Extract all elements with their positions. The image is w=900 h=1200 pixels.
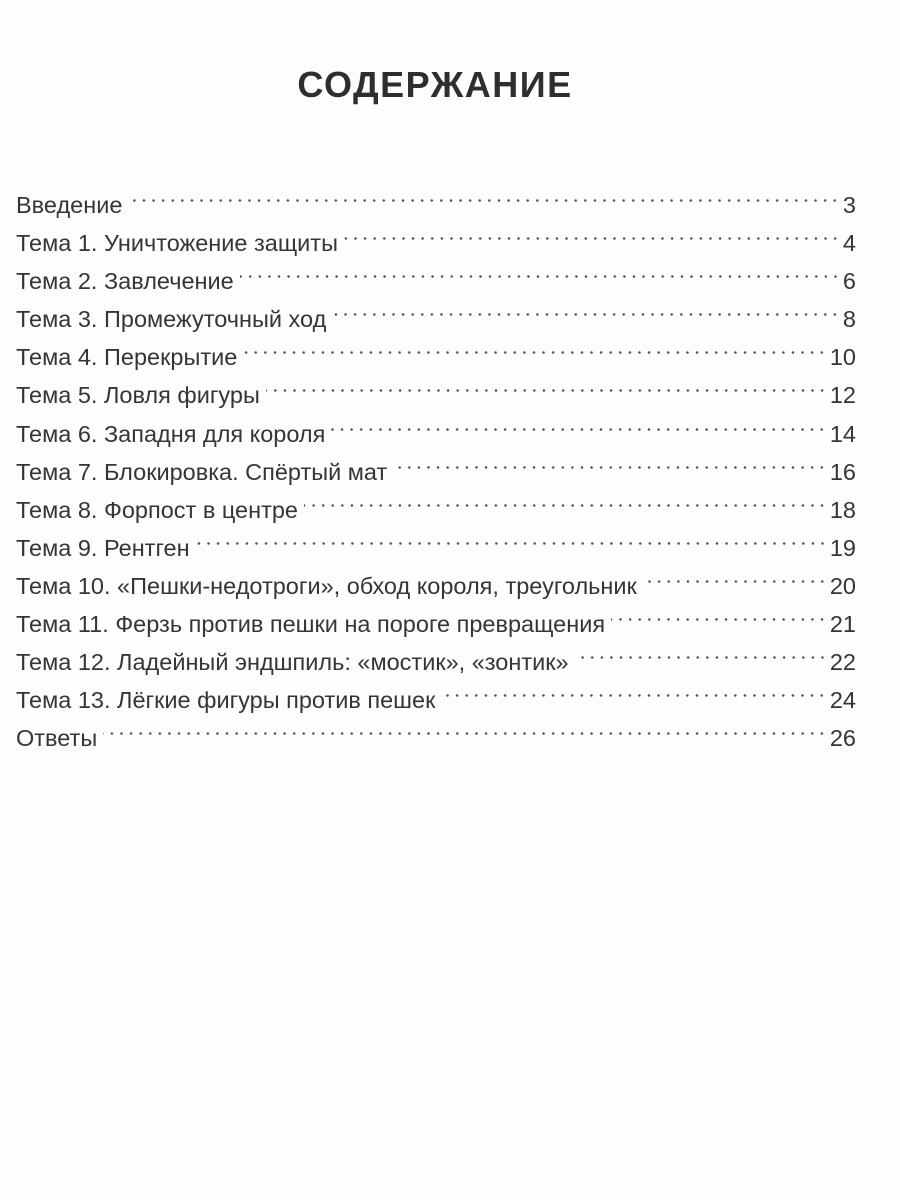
toc-entry-label: Тема 2. Завлечение: [16, 268, 234, 295]
dot-leader: [393, 442, 827, 480]
toc-entry-page-number: 6: [842, 268, 856, 295]
toc-entry-label: Тема 3. Промежуточный ход: [16, 306, 327, 333]
dot-leader: [128, 175, 840, 213]
dot-leader: [332, 289, 840, 327]
toc-entry-page-number: 18: [829, 496, 856, 523]
dot-leader: [643, 556, 827, 594]
toc-entry-label: Тема 6. Западня для короля: [16, 420, 326, 447]
dot-leader: [243, 327, 827, 365]
dot-leader: [196, 518, 827, 556]
toc-entry-page-number: 10: [829, 344, 856, 371]
toc-entry-page-number: 22: [829, 649, 856, 676]
dot-leader: [344, 213, 840, 251]
toc-entry-label: Тема 8. Форпост в центре: [16, 496, 298, 523]
toc-entry-answers[interactable]: [16, 708, 856, 752]
dot-leader: [304, 480, 827, 518]
toc-entry-label: Введение: [16, 192, 123, 218]
table-of-contents: [16, 175, 856, 752]
toc-entry-label: Тема 7. Блокировка. Спёртый мат: [16, 458, 388, 485]
toc-entry-label: Тема 11. Ферзь против пешки на пороге превращения: [16, 611, 606, 638]
toc-entry-page-number: 14: [829, 420, 856, 447]
dot-leader: [575, 632, 827, 670]
toc-entry-label: Тема 9. Рентген: [16, 534, 190, 561]
toc-entry-topic-1[interactable]: [16, 213, 856, 257]
toc-entry-page-number: 3: [842, 192, 856, 218]
toc-entry-label: Тема 1. Уничтожение защиты: [16, 230, 338, 257]
toc-entry-page-number: 19: [829, 534, 856, 561]
dot-leader: [441, 670, 826, 708]
page-title: СОДЕРЖАНИЕ: [297, 64, 573, 106]
toc-entry-page-number: 24: [829, 687, 856, 714]
toc-entry-label: Тема 10. «Пешки-недотроги», обход короля, треугольник: [16, 572, 637, 599]
toc-entry-page-number: 12: [829, 382, 856, 409]
toc-entry-label: Ответы: [16, 725, 98, 752]
dot-leader: [103, 708, 827, 746]
toc-entry-label: Тема 5. Ловля фигуры: [16, 382, 260, 409]
toc-entry-label: Тема 4. Перекрытие: [16, 344, 238, 371]
toc-entry-page-number: 20: [829, 572, 856, 599]
toc-entry-label: Тема 13. Лёгкие фигуры против пешек: [16, 687, 436, 714]
toc-entry-page-number: 26: [829, 725, 856, 752]
dot-leader: [331, 404, 827, 442]
dot-leader: [240, 251, 840, 289]
toc-entry-page-number: 16: [829, 458, 856, 485]
toc-entry-label: Тема 12. Ладейный эндшпиль: «мостик», «зонтик»: [16, 649, 569, 676]
toc-entry-page-number: 21: [829, 611, 856, 638]
toc-entry-page-number: 8: [842, 306, 856, 333]
dot-leader: [266, 365, 827, 403]
dot-leader: [611, 594, 827, 632]
toc-entry-page-number: 4: [842, 230, 856, 257]
toc-entry-introduction[interactable]: [16, 175, 856, 218]
